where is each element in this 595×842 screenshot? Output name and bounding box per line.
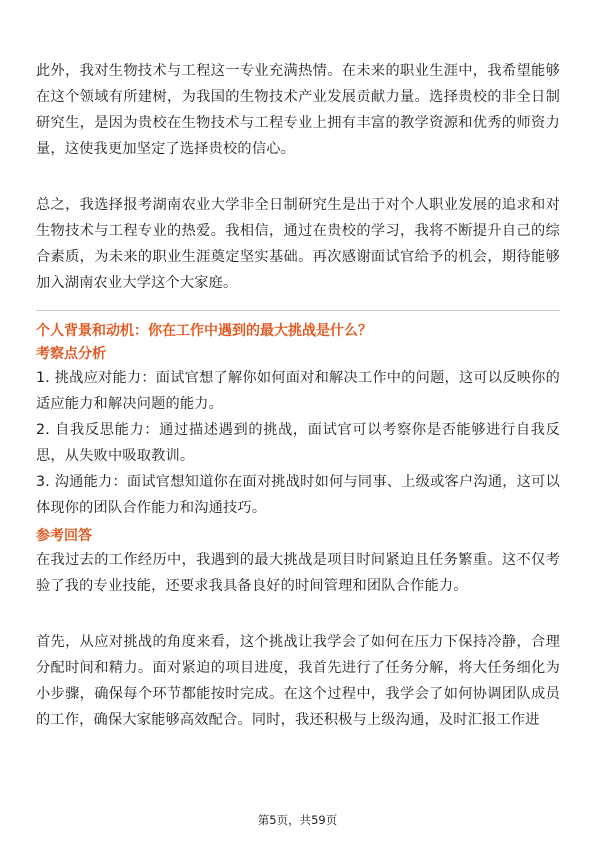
analysis-item: 3. 沟通能力：面试官想知道你在面对挑战时如何与同事、上级或客户沟通，这可以体现你的团队合作能力和沟通技巧。 — [36, 474, 560, 516]
question-heading: 个人背景和动机：你在工作中遇到的最大挑战是什么？ — [36, 323, 372, 339]
answer-heading: 参考回答 — [36, 528, 92, 544]
answer-paragraph: 首先，从应对挑战的角度来看，这个挑战让我学会了如何在压力下保持冷静，合理分配时间和精力。面对紧迫的项目进度，我首先进行了任务分解，将大任务细化为小步骤，确保每个环节都能按时完成。在这个过程中，我学会了如何协调团队成员的工作，确保大家能够高效配合。同时，我还积极与上级沟通，及时汇报工作进 — [36, 634, 560, 728]
analysis-item: 2. 自我反思能力：通过描述遇到的挑战，面试官可以考察你是否能够进行自我反思，从失败中吸取教训。 — [36, 422, 560, 464]
analysis-heading: 考察点分析 — [36, 346, 106, 362]
answer-paragraph: 在我过去的工作经历中，我遇到的最大挑战是项目时间紧迫且任务繁重。这不仅考验了我的专业技能，还要求我具备良好的时间管理和团队合作能力。 — [36, 552, 560, 594]
page-content — [36, 58, 560, 733]
intro-paragraph: 总之，我选择报考湖南农业大学非全日制研究生是出于对个人职业发展的追求和对生物技术与工程专业的热爱。我相信，通过在贵校的学习，我将不断提升自己的综合素质，为未来的职业生涯奠定坚实基础。再次感谢面试官给予的机会，期待能够加入湖南农业大学这个大家庭。 — [36, 197, 560, 291]
analysis-item: 1. 挑战应对能力：面试官想了解你如何面对和解决工作中的问题，这可以反映你的适应能力和解决问题的能力。 — [36, 370, 560, 412]
page-number: 第5页，共59页 — [257, 813, 338, 827]
intro-paragraph: 此外，我对生物技术与工程这一专业充满热情。在未来的职业生涯中，我希望能够在这个领域有所建树，为我国的生物技术产业发展贡献力量。选择贵校的非全日制研究生，是因为贵校在生物技术与工程专业上拥有丰富的教学资源和优秀的师资力量，这使我更加坚定了选择贵校的信心。 — [36, 63, 560, 157]
section-divider — [36, 310, 560, 311]
